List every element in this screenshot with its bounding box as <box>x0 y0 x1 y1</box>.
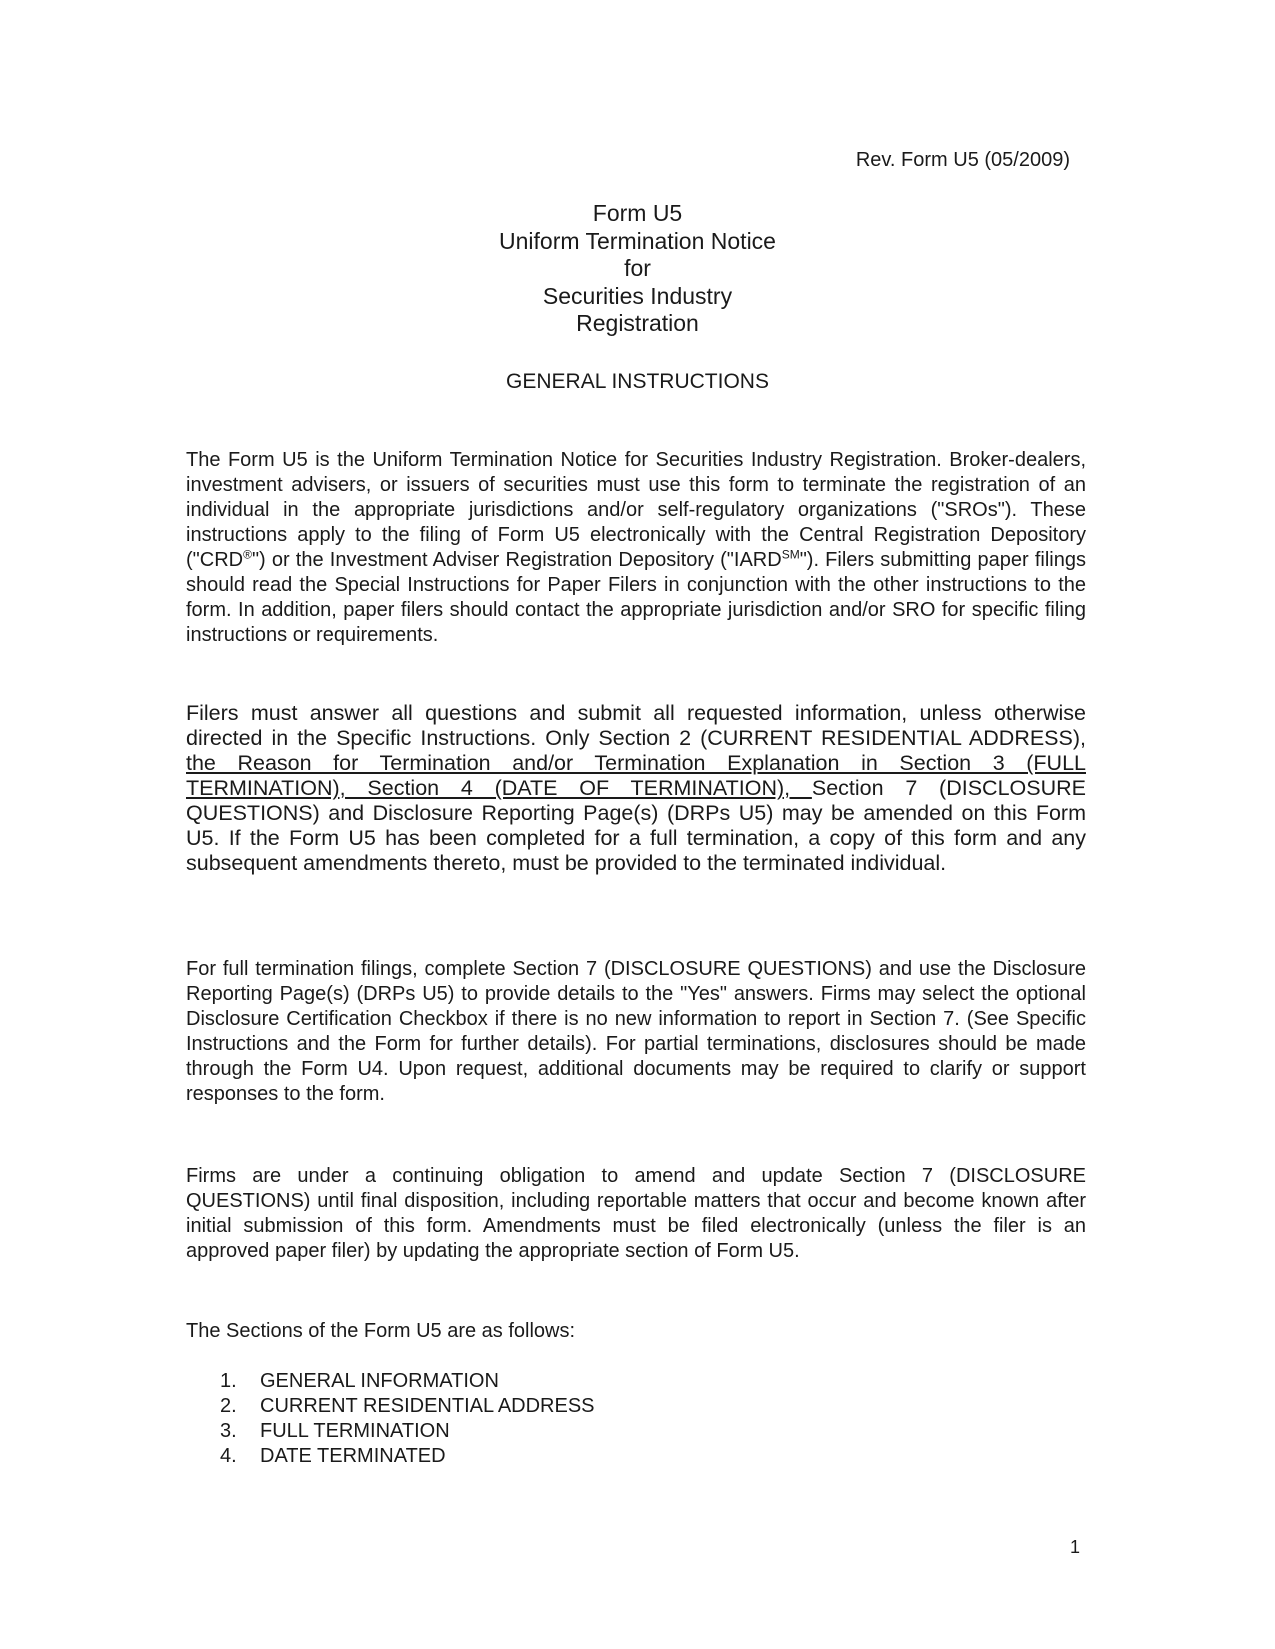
paragraph-intro-part-c: "). Filers submitting paper filings should read the Special Instructions for Paper Filers in conjunction with the other instructions to the form. In addition, paper filers should contact the appropriate jurisdiction and/or SRO for specific filing instructions or requirements. <box>186 549 1086 646</box>
list-item-number: 3. <box>220 1420 237 1442</box>
paragraph-continuing-obligation: Firms are under a continuing obligation to amend and update Section 7 (DISCLOSURE QUESTIONS) until final disposition, including reportable matters that occur and become known after initial submission of this form. Amendments must be filed electronically (unless the filer is an approved paper filer) by updating the appropriate section of Form U5. <box>186 1165 1086 1262</box>
paragraph-filers-part-a: Filers must answer all questions and submit all requested information, unless otherwise directed in the Specific Instructions. Only Section 2 (CURRENT RESIDENTIAL ADDRESS), <box>186 701 1086 750</box>
paragraph-intro-part-b: ") or the Investment Adviser Registration Depository ("IARD <box>251 549 782 571</box>
registered-mark: ® <box>243 547 252 562</box>
service-mark: SM <box>781 547 800 562</box>
title-line-5: Registration <box>576 310 699 336</box>
section-heading: GENERAL INSTRUCTIONS <box>506 370 769 393</box>
paragraph-intro <box>186 448 1086 648</box>
form-title <box>0 200 1275 338</box>
paragraph-filers-underlined: the Reason for Termination and/or Termination Explanation in Section 3 (FULL TERMINATION), Section 4 (DATE OF TERMINATION), <box>186 751 1086 800</box>
list-item-label: FULL TERMINATION <box>260 1420 450 1442</box>
list-item <box>220 1444 595 1469</box>
paragraph-sections-intro: The Sections of the Form U5 are as follows: <box>186 1320 576 1342</box>
paragraph-intro-part-a: The Form U5 is the Uniform Termination Notice for Securities Industry Registration. Broker-dealers, investment advisers, or issuers of securities must use this form to terminate the registration of an individual in the appropriate jurisdictions and/or self-regulatory organizations ("SROs"). These instructions apply to the filing of Form U5 electronically with the Central Registration Depository ("CRD <box>186 449 1086 571</box>
list-item-label: CURRENT RESIDENTIAL ADDRESS <box>260 1395 595 1417</box>
list-item-number: 1. <box>220 1370 237 1392</box>
list-item-number: 2. <box>220 1395 237 1417</box>
paragraph-filers <box>186 701 1086 876</box>
sections-list <box>220 1369 595 1469</box>
page-number: 1 <box>1069 1537 1080 1557</box>
list-item-label: DATE TERMINATED <box>260 1445 446 1467</box>
paragraph-filers-part-b: Section 7 (DISCLOSURE QUESTIONS) and Disclosure Reporting Page(s) (DRPs U5) may be amended on this Form U5. If the Form U5 has been completed for a full termination, a copy of this form and any subsequent amendments thereto, must be provided to the terminated individual. <box>186 776 1086 875</box>
list-item-number: 4. <box>220 1445 237 1467</box>
title-line-2: Uniform Termination Notice <box>499 227 776 254</box>
list-item-label: GENERAL INFORMATION <box>260 1370 499 1392</box>
paragraph-full-termination: For full termination filings, complete Section 7 (DISCLOSURE QUESTIONS) and use the Disclosure Reporting Page(s) (DRPs U5) to provide details to the "Yes" answers. Firms may select the optional Disclosure Certification Checkbox if there is no new information to report in Section 7. (See Specific Instructions and the Form for further details). For partial terminations, disclosures should be made through the Form U4. Upon request, additional documents may be required to clarify or support responses to the form. <box>186 958 1086 1105</box>
list-item <box>220 1394 595 1419</box>
revision-label: Rev. Form U5 (05/2009) <box>855 149 1070 171</box>
title-line-3: for <box>624 255 651 281</box>
list-item <box>220 1369 595 1394</box>
title-line-4: Securities Industry <box>542 282 733 309</box>
title-line-1: Form U5 <box>592 200 683 226</box>
list-item <box>220 1419 595 1444</box>
